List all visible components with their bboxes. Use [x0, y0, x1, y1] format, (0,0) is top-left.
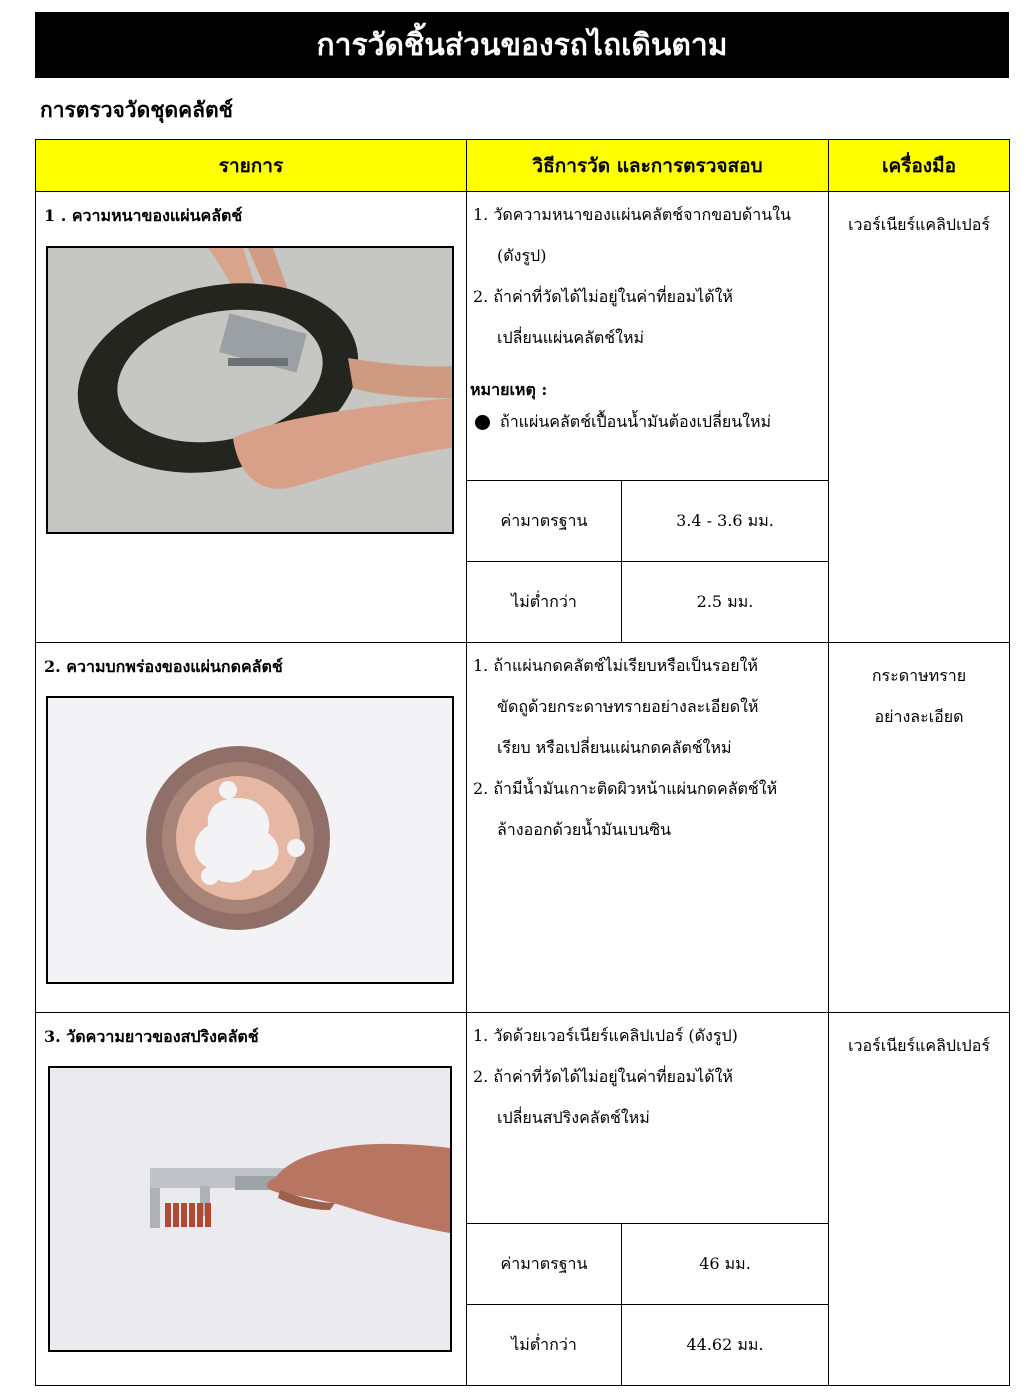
clutch-spring-photo	[48, 1066, 452, 1352]
item-cell	[36, 192, 467, 643]
page-title: การวัดชิ้นส่วนของรถไถเดินตาม	[35, 12, 1009, 78]
spec-value: 46 มม.	[622, 1224, 829, 1305]
method-line: 1. ถ้าแผ่นกดคลัตช์ไม่เรียบหรือเป็นรอยให้	[473, 656, 758, 675]
tool-name: กระดาษทราย	[871, 666, 967, 685]
header-tool: เครื่องมือ	[829, 140, 1010, 192]
method-line: ขัดถูด้วยกระดาษทรายอย่างละเอียดให้	[497, 697, 759, 716]
bullet-icon	[475, 415, 490, 430]
spec-value: 3.4 - 3.6 มม.	[622, 481, 829, 562]
pressure-plate-photo	[46, 696, 454, 984]
method-line: 1. วัดด้วยเวอร์เนียร์แคลิปเปอร์ (ดังรูป)	[473, 1026, 738, 1045]
note-label: หมายเหตุ :	[470, 380, 548, 399]
method-line: (ดังรูป)	[497, 246, 547, 265]
spec-label: ไม่ต่ำกว่า	[467, 1305, 622, 1386]
spec-row-minimum	[467, 562, 829, 643]
item-title: 1 . ความหนาของแผ่นคลัตช์	[44, 206, 243, 225]
spec-row-standard	[467, 481, 829, 562]
table-header-row	[36, 140, 1010, 192]
spec-label: ไม่ต่ำกว่า	[467, 562, 622, 643]
spec-table	[466, 1223, 829, 1386]
spec-row-minimum	[467, 1305, 829, 1386]
section-subtitle: การตรวจวัดชุดคลัตช์	[40, 97, 233, 122]
method-cell	[467, 192, 829, 643]
item-title: 3. วัดความยาวของสปริงคลัตช์	[44, 1027, 259, 1046]
tool-cell	[829, 643, 1010, 1013]
method-line: เปลี่ยนสปริงคลัตช์ใหม่	[497, 1108, 650, 1127]
item-cell	[36, 643, 467, 1013]
inspection-table	[35, 139, 1010, 1386]
spec-value: 44.62 มม.	[622, 1305, 829, 1386]
tool-cell	[829, 1013, 1010, 1386]
header-item: รายการ	[36, 140, 467, 192]
method-cell	[467, 1013, 829, 1386]
method-line: 2. ถ้าค่าที่วัดได้ไม่อยู่ในค่าที่ยอมได้ให้	[473, 1067, 733, 1086]
method-line: 2. ถ้ามีน้ำมันเกาะติดผิวหน้าแผ่นกดคลัตช์ให้	[473, 779, 778, 798]
clutch-disc-photo	[46, 246, 454, 534]
method-line: 2. ถ้าค่าที่วัดได้ไม่อยู่ในค่าที่ยอมได้ให้	[473, 287, 733, 306]
spec-label: ค่ามาตรฐาน	[467, 1224, 622, 1305]
note-text: ถ้าแผ่นคลัตช์เปื้อนน้ำมันต้องเปลี่ยนใหม่	[500, 411, 772, 431]
table-row	[36, 192, 1010, 643]
spec-value: 2.5 มม.	[622, 562, 829, 643]
spec-label: ค่ามาตรฐาน	[467, 481, 622, 562]
table-row	[36, 1013, 1010, 1386]
table-row	[36, 643, 1010, 1013]
tool-name: เวอร์เนียร์แคลิปเปอร์	[848, 1036, 990, 1055]
tool-name: เวอร์เนียร์แคลิปเปอร์	[848, 215, 990, 234]
tool-cell	[829, 192, 1010, 643]
method-line: เปลี่ยนแผ่นคลัตช์ใหม่	[497, 328, 645, 347]
method-line: ล้างออกด้วยน้ำมันเบนซิน	[497, 820, 672, 839]
header-method: วิธีการวัด และการตรวจสอบ	[467, 140, 829, 192]
spec-row-standard	[467, 1224, 829, 1305]
method-line: เรียบ หรือเปลี่ยนแผ่นกดคลัตช์ใหม่	[497, 738, 732, 757]
item-cell	[36, 1013, 467, 1386]
tool-name: อย่างละเอียด	[874, 707, 964, 726]
method-cell	[467, 643, 829, 1013]
method-line: 1. วัดความหนาของแผ่นคลัตช์จากขอบด้านใน	[473, 205, 791, 224]
spec-table	[466, 480, 829, 643]
item-title: 2. ความบกพร่องของแผ่นกดคลัตช์	[44, 657, 283, 676]
